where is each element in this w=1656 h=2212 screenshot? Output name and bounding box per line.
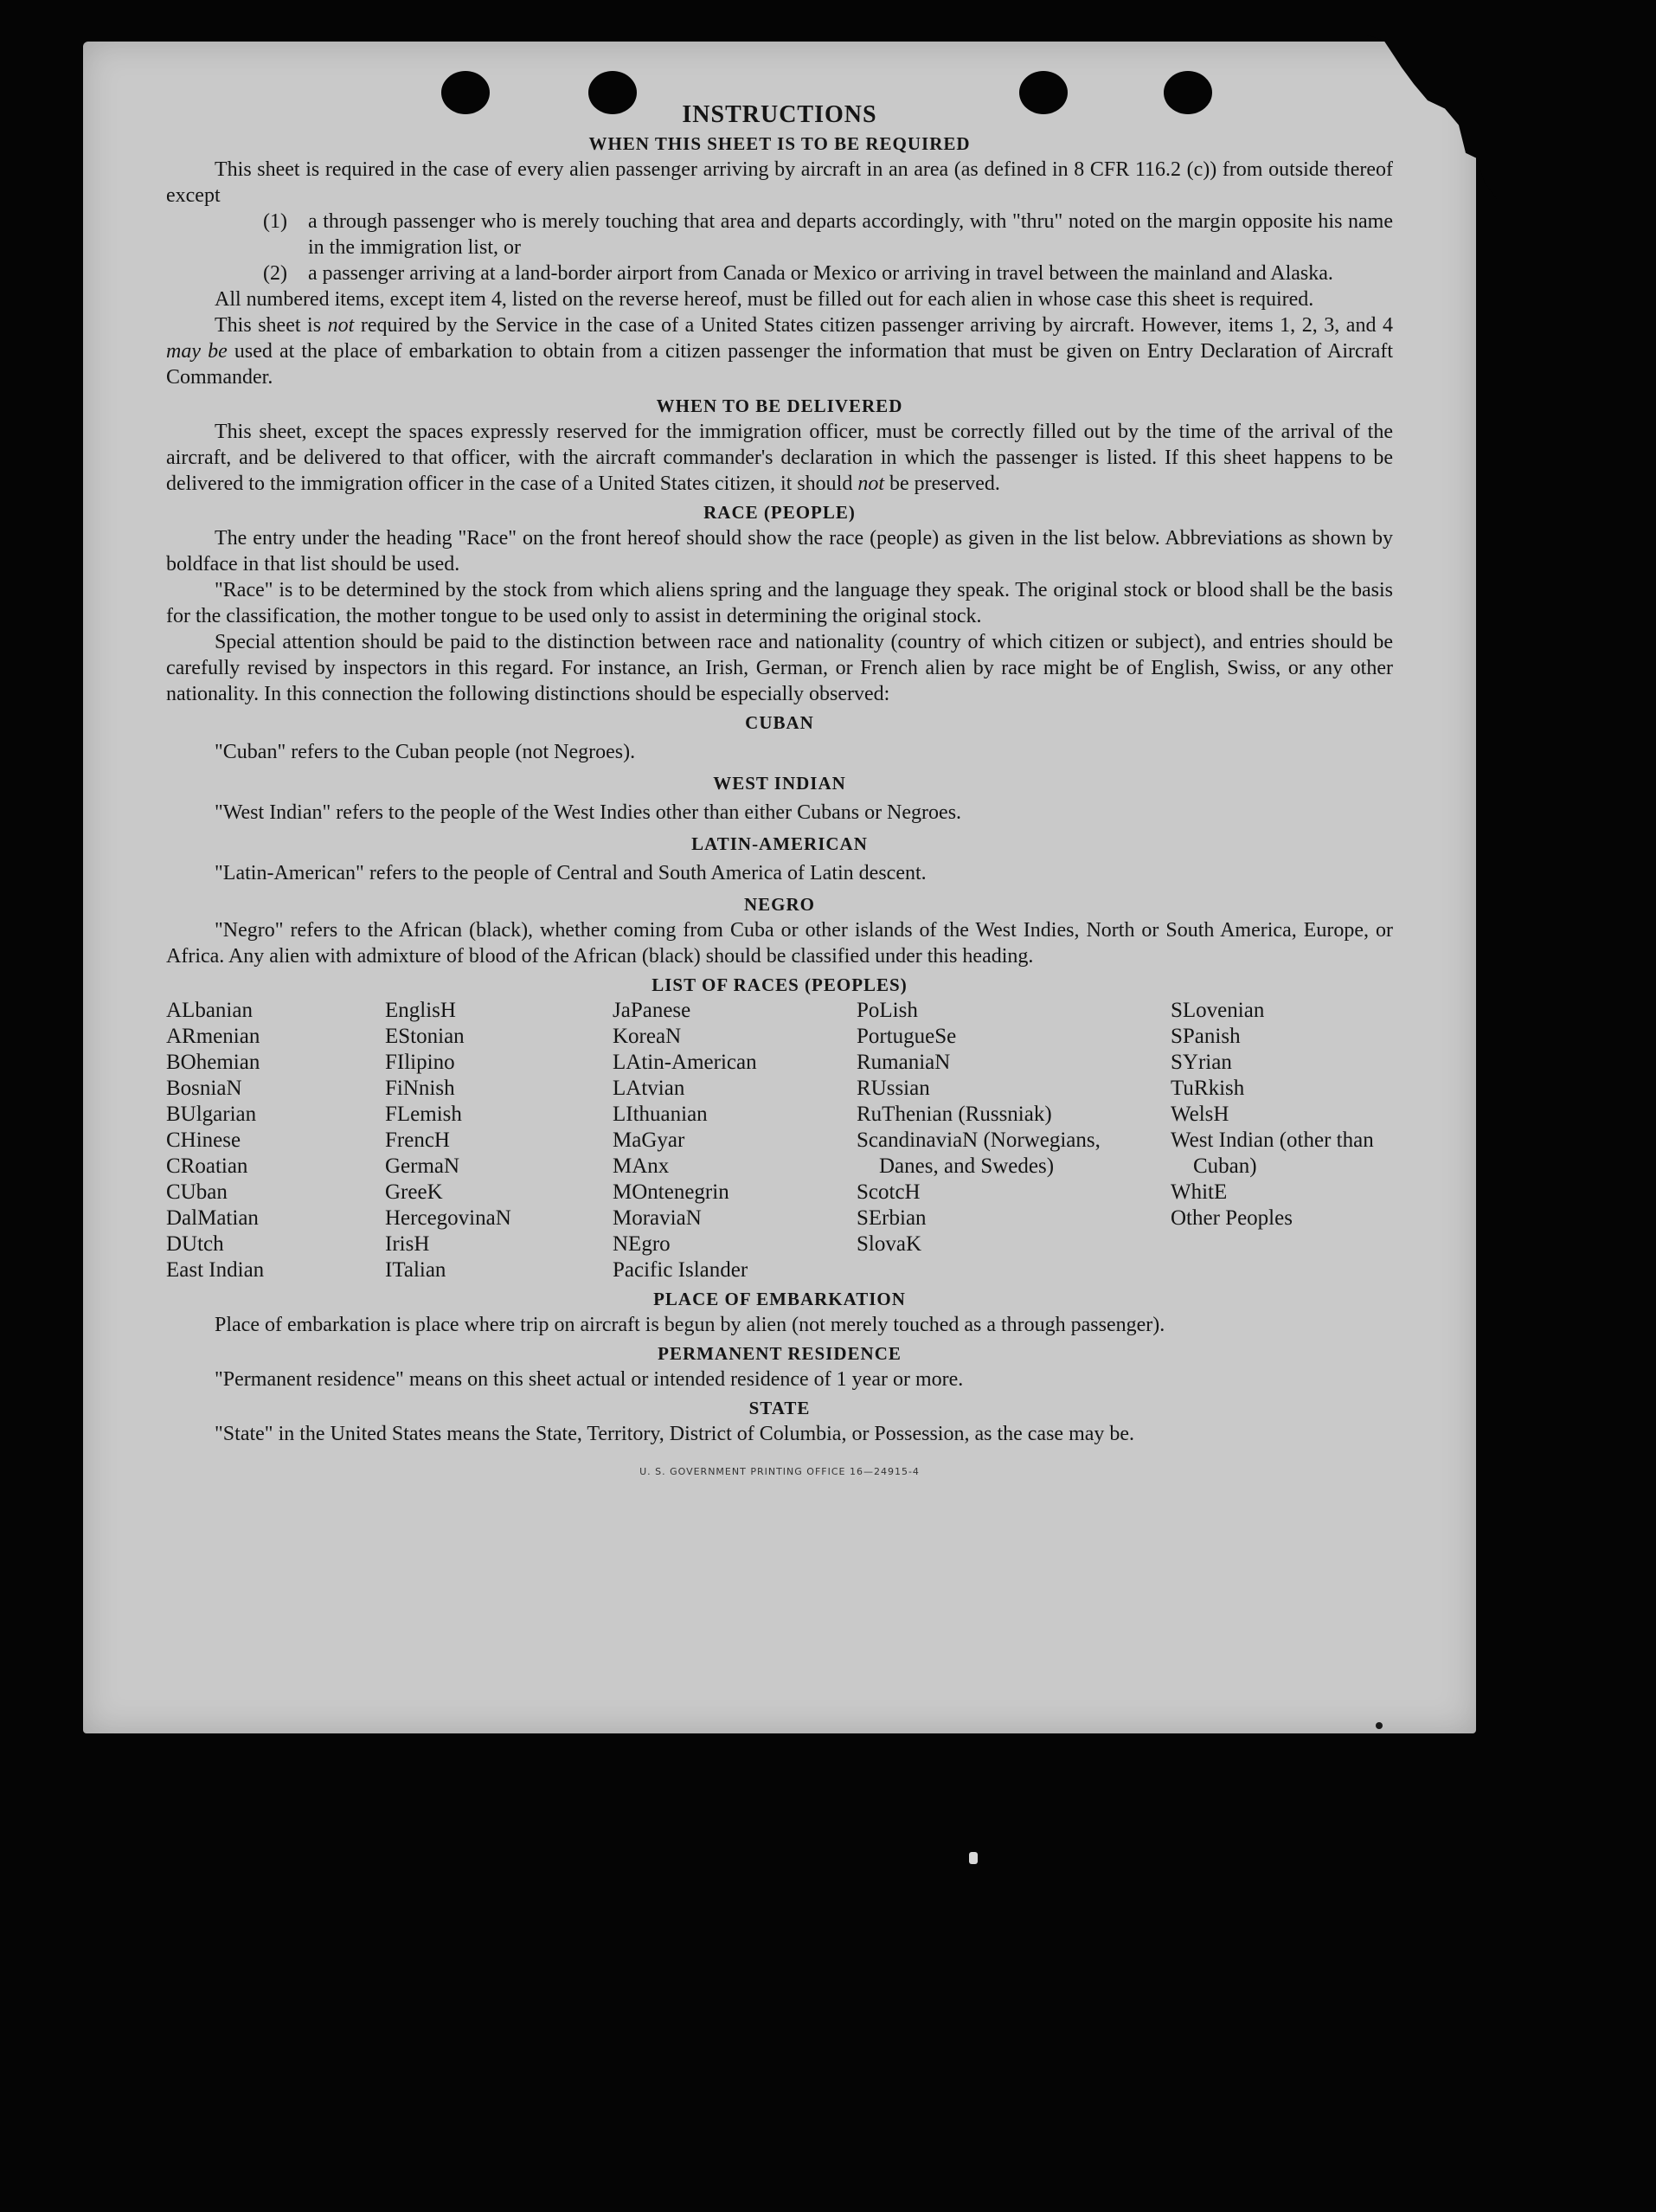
exception-number: (2) <box>263 262 287 285</box>
delivered-emphasis: not <box>857 473 884 495</box>
race-entry: FrencH <box>385 1129 450 1152</box>
section-heading-delivered: WHEN TO BE DELIVERED <box>656 395 903 416</box>
race-entry: PortugueSe <box>857 1025 957 1048</box>
section-heading-race: RACE (PEOPLE) <box>703 502 856 523</box>
definition-text: "Negro" refers to the African (black), whether coming from Cuba or other islands of the West Indies, North or South America, Europe, or Africa. Any alien with admixture of blood of the African (black) should be classified under this heading. <box>166 919 1393 968</box>
section-heading-state: STATE <box>748 1398 811 1418</box>
race-entry: BUlgarian <box>166 1103 257 1126</box>
race-entry: BOhemian <box>166 1051 260 1074</box>
race-entry: HercegovinaN <box>385 1206 511 1230</box>
race-entry: IrisH <box>385 1232 430 1256</box>
race-entry: ALbanian <box>166 999 253 1022</box>
races-list <box>166 998 1393 1283</box>
race-entry: DalMatian <box>166 1206 259 1230</box>
race-entry: MoraviaN <box>613 1206 702 1230</box>
scan-artifact <box>969 1852 978 1864</box>
required-intro: This sheet is required in the case of every alien passenger arriving by aircraft in an area (as defined in 8 CFR 116.2 (c)) from outside thereof except <box>166 158 1393 207</box>
race-entry: LAtin-American <box>613 1051 757 1074</box>
race-entry: EnglisH <box>385 999 456 1022</box>
race-entry: CUban <box>166 1180 228 1204</box>
instructions-content <box>166 102 1393 1485</box>
delivered-paragraph <box>166 419 1393 497</box>
definition-heading: LATIN-AMERICAN <box>691 833 868 854</box>
race-paragraph: "Race" is to be determined by the stock from which aliens spring and the language they speak. The original stock or blood shall be the basis for the classification, the mother tongue to be used only to assist in determining the original stock. <box>166 579 1393 627</box>
race-paragraph: The entry under the heading "Race" on the front hereof should show the race (people) as given in the list below. Abbreviations as shown by boldface in that list should be used. <box>166 527 1393 576</box>
race-entry: SErbian <box>857 1206 927 1230</box>
race-entry: TuRkish <box>1171 1077 1245 1100</box>
race-entry: GermaN <box>385 1154 460 1178</box>
race-entry: East Indian <box>166 1258 265 1282</box>
residence-text: "Permanent residence" means on this sheet actual or intended residence of 1 year or more. <box>215 1368 964 1391</box>
race-entry: WhitE <box>1171 1180 1228 1204</box>
race-entry: FIlipino <box>385 1051 455 1074</box>
exception-item <box>166 209 1393 260</box>
citizen-text: This sheet is <box>215 314 328 337</box>
race-entry: ScotcH <box>857 1180 921 1204</box>
race-entry: PoLish <box>857 999 918 1022</box>
race-entry: CHinese <box>166 1129 241 1152</box>
delivered-text: be preserved. <box>884 473 1000 495</box>
citizen-emphasis: not <box>327 314 355 337</box>
state-text: "State" in the United States means the State, Territory, District of Columbia, or Possession, as the case may be. <box>215 1423 1135 1445</box>
race-entry: EStonian <box>385 1025 465 1048</box>
race-entry: FiNnish <box>385 1077 455 1100</box>
races-column <box>857 998 1171 1283</box>
race-entry: SPanish <box>1171 1025 1241 1048</box>
citizen-emphasis: may be <box>166 340 228 363</box>
citizen-paragraph <box>166 312 1393 390</box>
citizen-text: used at the place of embarkation to obtain from a citizen passenger the information that must be given on Entry Declaration of Aircraft Commander. <box>166 340 1393 389</box>
race-entry: RuThenian (Russniak) <box>857 1103 1052 1126</box>
race-entry: SYrian <box>1171 1051 1232 1074</box>
race-entry: DUtch <box>166 1232 224 1256</box>
races-column <box>613 998 857 1283</box>
race-entry: JaPanese <box>613 999 691 1022</box>
exception-item <box>166 260 1393 286</box>
race-entry: GreeK <box>385 1180 443 1204</box>
definition-text: "Latin-American" refers to the people of Central and South America of Latin descent. <box>215 862 927 884</box>
section-heading-residence: PERMANENT RESIDENCE <box>658 1343 902 1364</box>
exception-text: a passenger arriving at a land-border airport from Canada or Mexico or arriving in travel between the mainland and Alaska. <box>308 262 1333 285</box>
race-entry: Pacific Islander <box>613 1258 748 1282</box>
race-entry: MAnx <box>613 1154 670 1178</box>
embarkation-text: Place of embarkation is place where trip on aircraft is begun by alien (not merely touched as a through passenger). <box>215 1314 1165 1336</box>
ink-speck <box>1376 1722 1383 1729</box>
races-column <box>166 998 385 1283</box>
definition-text: "West Indian" refers to the people of the West Indies other than either Cubans or Negroes. <box>215 801 962 824</box>
delivered-text: This sheet, except the spaces expressly reserved for the immigration officer, must be correctly filled out by the time of the arrival of the aircraft, and be delivered to that officer, with the aircraft commander's declaration in which the passenger is listed. If this sheet happens to be delivered to the immigration officer in the case of a United States citizen, it should <box>166 421 1393 495</box>
race-entry: WelsH <box>1171 1103 1229 1126</box>
race-entry: LIthuanian <box>613 1103 708 1126</box>
race-entry: FLemish <box>385 1103 462 1126</box>
printer-imprint: U. S. GOVERNMENT PRINTING OFFICE 16—24915-4 <box>639 1466 920 1477</box>
race-entry: ARmenian <box>166 1025 260 1048</box>
races-column <box>385 998 613 1283</box>
definition-text: "Cuban" refers to the Cuban people (not Negroes). <box>215 741 636 763</box>
section-heading-embarkation: PLACE OF EMBARKATION <box>653 1289 906 1309</box>
race-entry: CRoatian <box>166 1154 248 1178</box>
race-entry: SlovaK <box>857 1232 921 1256</box>
section-heading-required: WHEN THIS SHEET IS TO BE REQUIRED <box>588 133 971 154</box>
exception-text: a through passenger who is merely touching that area and departs accordingly, with "thru" noted on the margin opposite his name in the immigration list, or <box>308 210 1393 259</box>
race-entry: RumaniaN <box>857 1051 951 1074</box>
numbered-items-paragraph: All numbered items, except item 4, listed on the reverse hereof, must be filled out for each alien in whose case this sheet is required. <box>215 288 1314 311</box>
race-entry: RUssian <box>857 1077 930 1100</box>
race-entry: West Indian (other than Cuban) <box>1171 1129 1374 1178</box>
race-paragraph: Special attention should be paid to the distinction between race and nationality (country of which citizen or subject), and entries should be carefully revised by inspectors in this regard. For instance, an Irish, German, or French alien by race might be of English, Swiss, or any other nationality. In this connection the following distinctions should be especially observed: <box>166 631 1393 705</box>
race-entry: ITalian <box>385 1258 446 1282</box>
definition-heading: WEST INDIAN <box>713 773 846 794</box>
races-list-heading: LIST OF RACES (PEOPLES) <box>651 974 908 995</box>
race-entry: MaGyar <box>613 1129 685 1152</box>
definition-heading: CUBAN <box>745 712 814 733</box>
definition-heading: NEGRO <box>743 894 815 915</box>
race-entry: BosniaN <box>166 1077 242 1100</box>
race-entry: NEgro <box>613 1232 671 1256</box>
race-entry: LAtvian <box>613 1077 685 1100</box>
race-entry: MOntenegrin <box>613 1180 729 1204</box>
race-entry: Other Peoples <box>1171 1206 1293 1230</box>
exception-number: (1) <box>263 210 287 233</box>
race-entry: SLovenian <box>1171 999 1265 1022</box>
page-title: INSTRUCTIONS <box>682 101 877 128</box>
citizen-text: required by the Service in the case of a United States citizen passenger arriving by aircraft. However, items 1, 2, 3, and 4 <box>354 314 1393 337</box>
race-entry: ScandinaviaN (Norwegians, Danes, and Swedes) <box>857 1129 1101 1178</box>
race-entry: KoreaN <box>613 1025 682 1048</box>
races-column <box>1171 998 1394 1283</box>
